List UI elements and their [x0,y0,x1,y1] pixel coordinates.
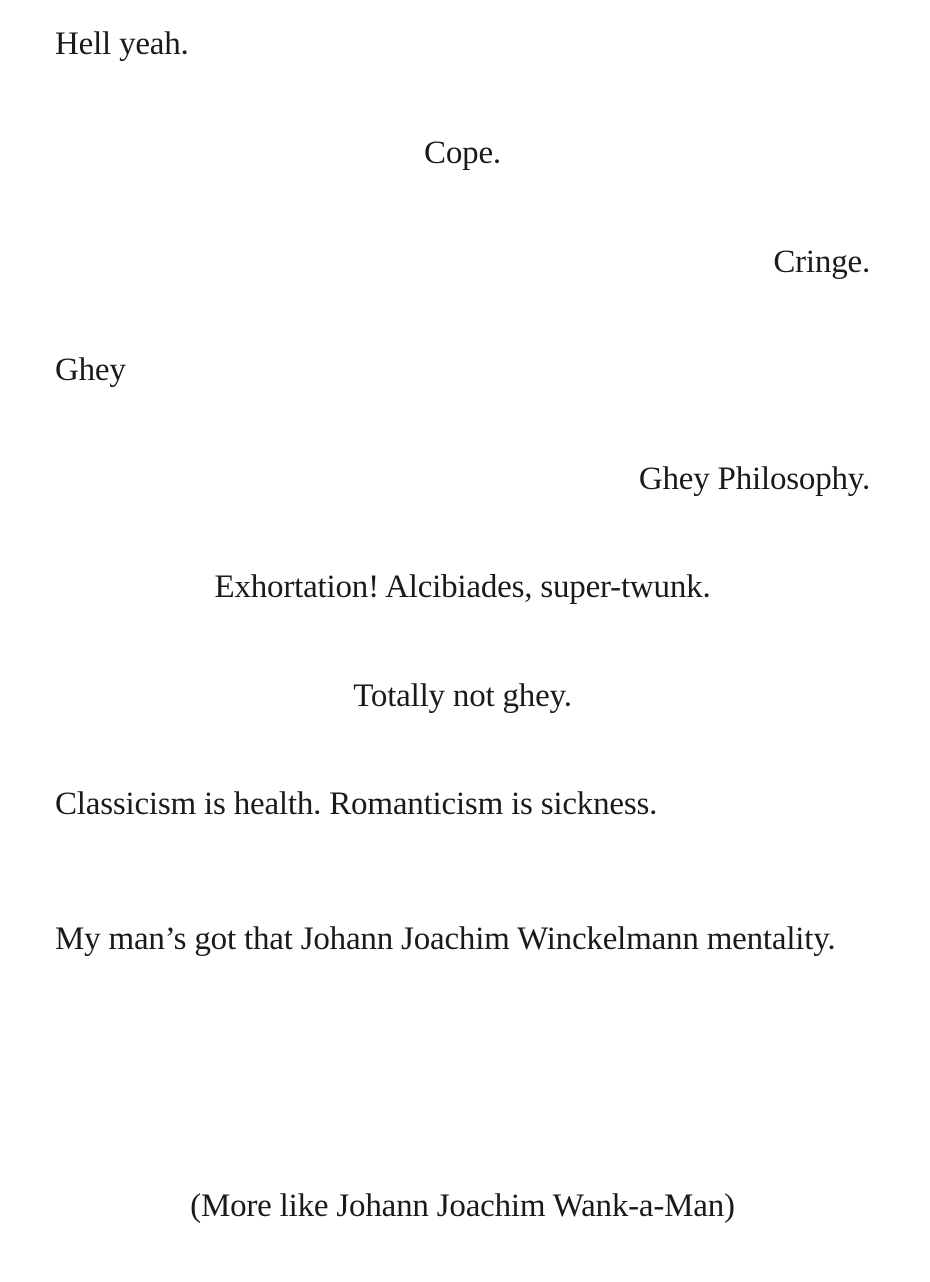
line-winckelmann: My man’s got that Johann Joachim Winckelmann mentality. [55,921,836,957]
line-hell-yeah: Hell yeah. [55,26,189,62]
line-cringe: Cringe. [773,244,870,280]
line-classicism: Classicism is health. Romanticism is sickness. [55,786,658,822]
line-exhortation: Exhortation! Alcibiades, super-twunk. [214,569,711,605]
line-ghey-philosophy: Ghey Philosophy. [638,461,870,497]
line-cope: Cope. [424,135,501,171]
line-ghey: Ghey [55,352,126,388]
line-totally-not-ghey: Totally not ghey. [353,678,572,714]
line-wank-a-man: (More like Johann Joachim Wank-a-Man) [190,1188,735,1224]
